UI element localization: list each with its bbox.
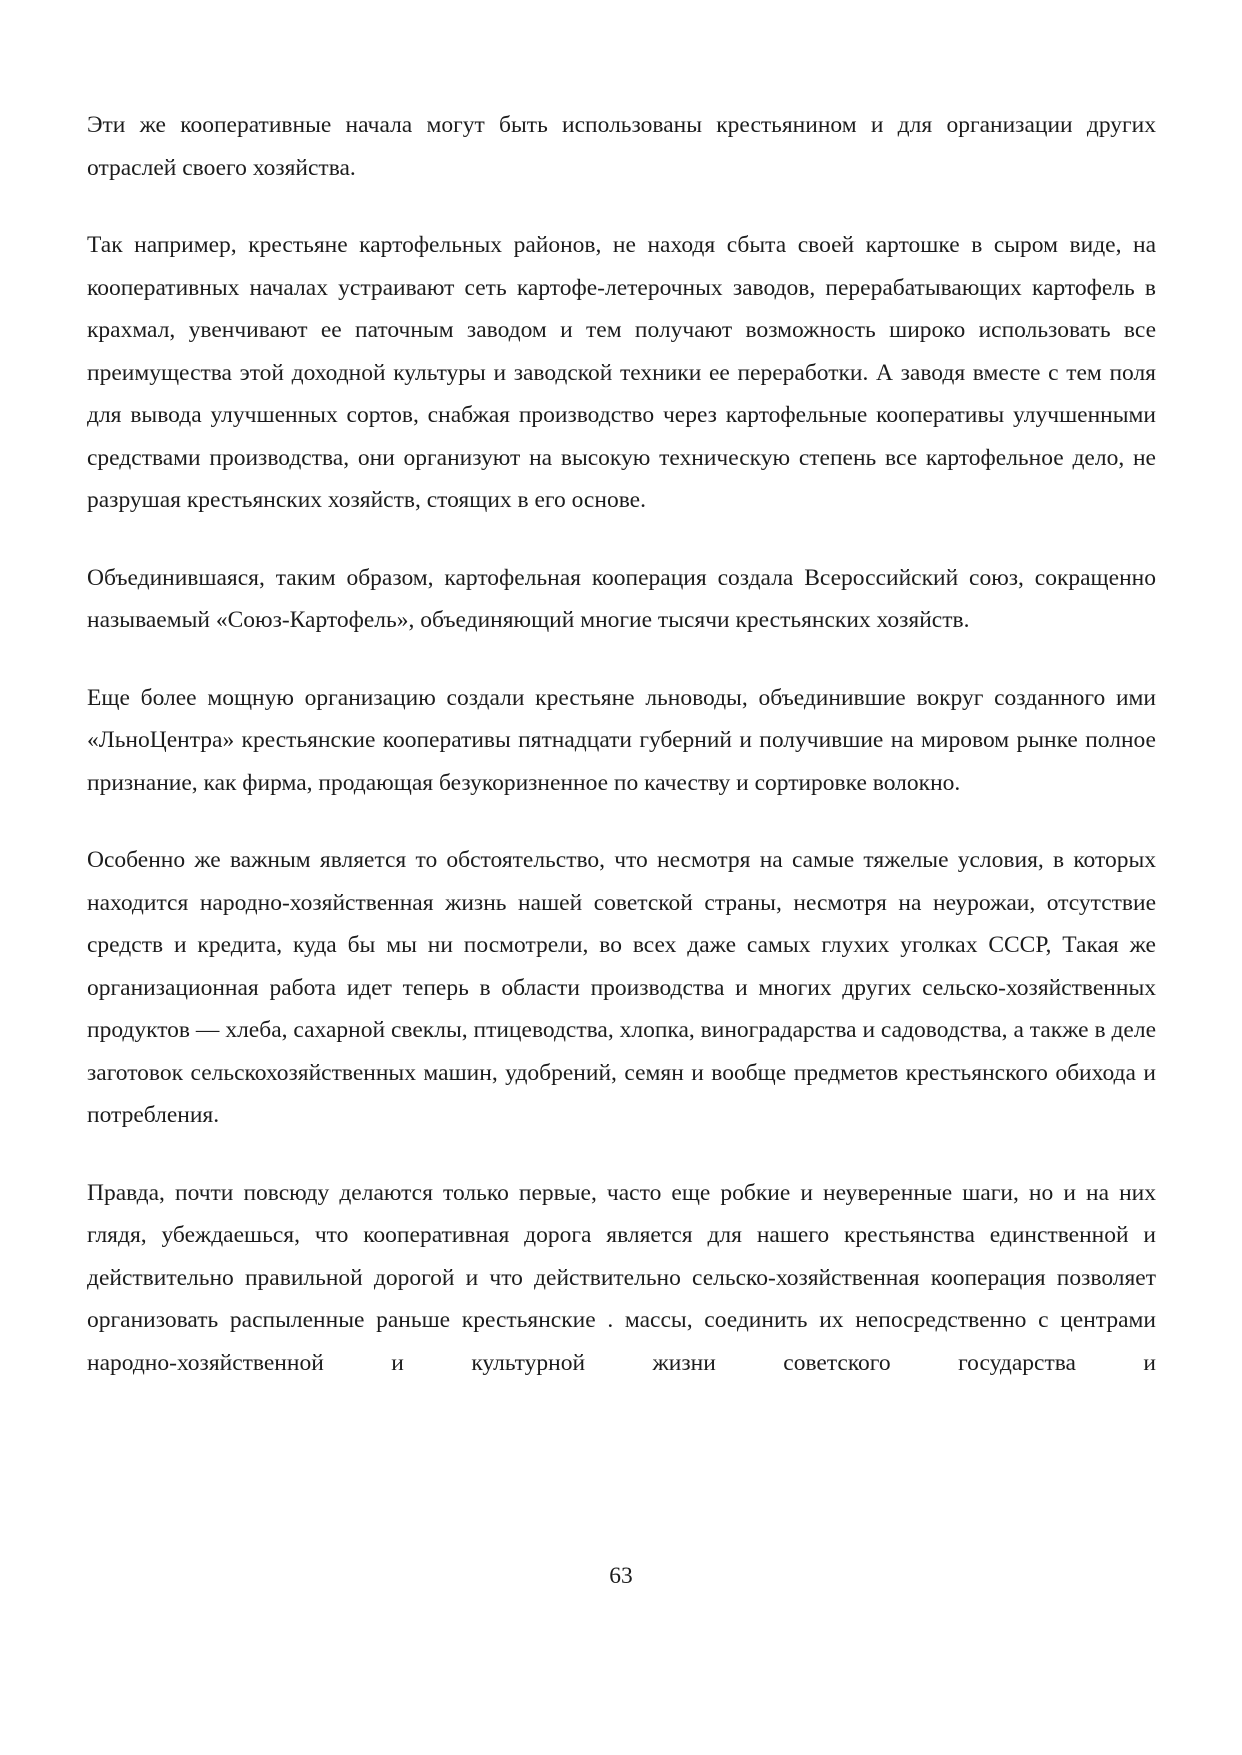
paragraph-4: Еще более мощную организацию создали крестьяне льноводы, объединившие вокруг созданного ими «ЛьноЦентра» крестьянские кооперативы пятнадцати губерний и получившие на мировом рынке полное признание, как фирма, продающая безукоризненное по качеству и сортировке волокно. [87, 684, 1156, 796]
paragraph-1: Эти же кооперативные начала могут быть использованы крестьянином и для организации других отраслей своего хозяйства. [87, 112, 1156, 181]
paragraph-2: Так например, крестьяне картофельных районов, не находя сбыта своей картошке в сыром виде, на кооперативных началах устраивают сеть картофе-летерочных заводов, перерабатывающих картофель в крахмал, увенчивают ее паточным заводом и тем получают возможность широко использовать все преимущества этой доходной культуры и заводской техники ее переработки. А заводя вместе с тем поля для вывода улучшенных сортов, снабжая производство через картофельные кооперативы улучшенными средствами производства, они организуют на высокую техническую степень все картофельное дело, не разрушая крестьянских хозяйств, стоящих в его основе. [87, 232, 1156, 513]
paragraph-6: Правда, почти повсюду делаются только первые, часто еще робкие и неуверенные шаги, но и на них глядя, убеждаешься, что кооперативная дорога является для нашего крестьянства единственной и действительно правильной дорогой и что действительно сельско-хозяйственная кооперация позволяет организовать распыленные раньше крестьянские . массы, соединить их непосредственно с центрами народно-хозяйственной и культурной жизни советского государства и [87, 1179, 1156, 1376]
document-body [87, 104, 1156, 1419]
paragraph-3: Объединившаяся, таким образом, картофельная кооперация создала Всероссийский союз, сокращенно называемый «Союз-Картофель», объединяющий многие тысячи крестьянских хозяйств. [87, 564, 1156, 633]
paragraph-5: Особенно же важным является то обстоятельство, что несмотря на самые тяжелые условия, в которых находится народно-хозяйственная жизнь нашей советской страны, несмотря на неурожаи, отсутствие средств и кредита, куда бы мы ни посмотрели, во всех даже самых глухих уголках СССР, Такая же организационная работа идет теперь в области производства и многих других сельско-хозяйственных продуктов — хлеба, сахарной свеклы, птицеводства, хлопка, виноградарства и садоводства, а также в деле заготовок сельскохозяйственных машин, удобрений, семян и вообще предметов крестьянского обихода и потребления. [87, 847, 1156, 1128]
page-number: 63 [609, 1563, 633, 1589]
